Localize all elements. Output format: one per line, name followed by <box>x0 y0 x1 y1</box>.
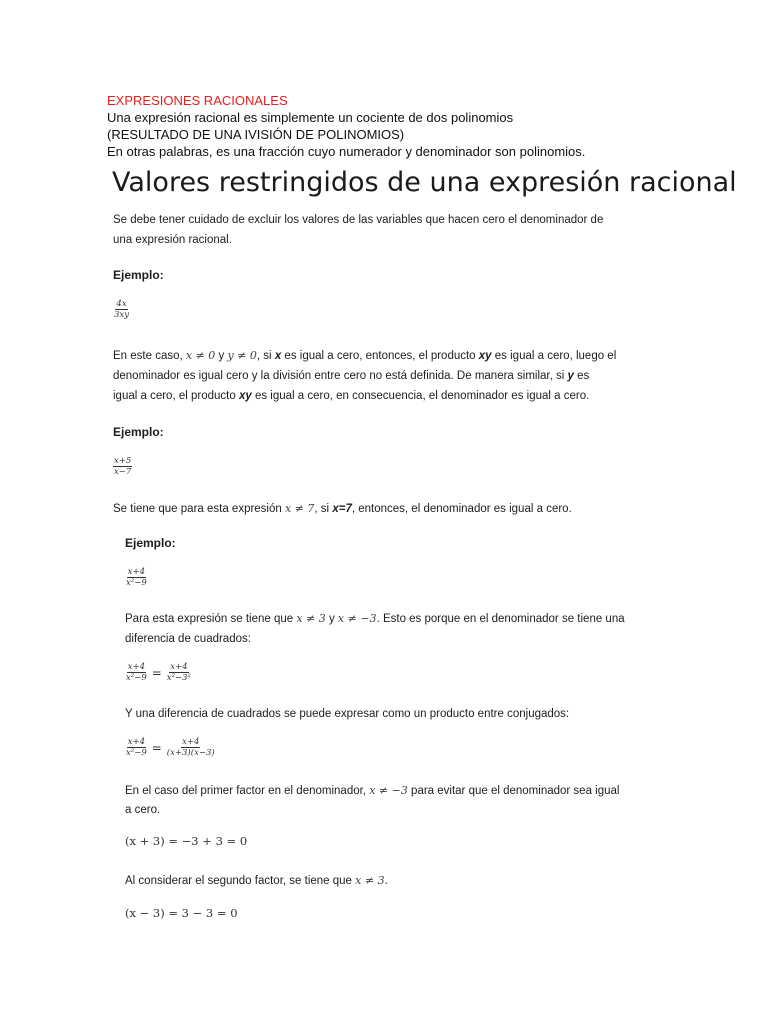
example-3-line-5: a cero. <box>125 804 161 816</box>
equals-sign: = <box>151 665 162 680</box>
equation-2 <box>125 737 216 758</box>
text: es igual a cero, entonces, el producto <box>284 350 476 362</box>
text: para evitar que el denominador sea igual <box>411 785 620 797</box>
fraction-denominator: x²−9 <box>126 748 147 758</box>
example-1-line-2 <box>113 366 589 386</box>
text: , entonces, el denominador es igual a cero. <box>351 503 572 515</box>
example-1-label: Ejemplo: <box>113 268 164 282</box>
bold-var: y <box>567 370 574 382</box>
equals-sign: = <box>151 740 162 755</box>
fraction-denominator: x²−9 <box>126 673 147 683</box>
fraction-denominator: x−7 <box>114 467 132 477</box>
text: , si <box>256 350 272 362</box>
example-3-fraction <box>125 567 148 588</box>
equation-3: (x + 3) = −3 + 3 = 0 <box>125 834 248 848</box>
example-2-line <box>113 499 572 519</box>
text: Al considerar el segundo factor, se tiene que <box>125 875 352 887</box>
section-title: Valores restringidos de una expresión racional <box>112 167 737 198</box>
example-3-line-1 <box>125 609 625 629</box>
section-paragraph-line-1: Se debe tener cuidado de excluir los valores de las variables que hacen cero el denominador de <box>113 214 604 226</box>
text: . Esto es porque en el denominador se tiene una <box>376 613 625 625</box>
text: Se tiene que para esta expresión <box>113 503 282 515</box>
bold-var: x <box>274 350 282 362</box>
math-inline: x ≠ −3 <box>369 784 408 797</box>
text: En el caso del primer factor en el denominador, <box>125 785 366 797</box>
text: es igual a cero, luego el <box>494 350 617 362</box>
example-3-line-2: diferencia de cuadrados: <box>125 633 251 645</box>
fraction-numerator: x+4 <box>182 736 200 747</box>
text: y <box>328 613 335 625</box>
intro-line-1: Una expresión racional es simplemente un cociente de dos polinomios <box>107 110 514 125</box>
text: . <box>384 875 388 887</box>
equation-1 <box>125 662 192 683</box>
text: es <box>577 370 590 382</box>
example-2-fraction <box>113 456 132 477</box>
fraction-denominator: (x+3)(x−3) <box>166 748 215 758</box>
example-1-line-1 <box>113 346 616 366</box>
fraction-numerator: x+5 <box>114 455 132 466</box>
example-2-label: Ejemplo: <box>113 425 164 439</box>
math-inline: x ≠ 0 <box>185 349 216 362</box>
fraction-denominator: 3xy <box>114 310 130 320</box>
math-inline: y ≠ 0 <box>227 349 257 362</box>
bold-var: xy <box>238 390 252 402</box>
fraction-numerator: x+4 <box>170 661 188 672</box>
fraction-numerator: x+4 <box>127 566 146 577</box>
fraction-denominator: x²−9 <box>126 578 147 588</box>
text: igual a cero, el producto <box>113 390 236 402</box>
example-1-fraction <box>113 299 130 320</box>
text: Para esta expresión se tiene que <box>125 613 294 625</box>
intro-line-2: (RESULTADO DE UNA IVISIÓN DE POLINOMIOS) <box>107 127 405 142</box>
example-3-line-4 <box>125 781 619 801</box>
example-3-label: Ejemplo: <box>125 536 176 550</box>
math-inline: x ≠ 3 <box>355 874 385 887</box>
text: En este caso, <box>113 350 183 362</box>
text: denominador es igual cero y la división entre cero no está definida. De manera similar, si <box>113 370 565 382</box>
example-3-line-6 <box>125 871 388 891</box>
intro-heading: EXPRESIONES RACIONALES <box>107 93 288 108</box>
intro-line-3: En otras palabras, es una fracción cuyo numerador y denominador son polinomios. <box>107 144 586 159</box>
text: es igual a cero, en consecuencia, el denominador es igual a cero. <box>254 390 590 402</box>
example-3-line-3: Y una diferencia de cuadrados se puede expresar como un producto entre conjugados: <box>125 708 570 720</box>
math-inline: x ≠ 7 <box>285 502 315 515</box>
math-inline: x ≠ −3 <box>337 612 377 625</box>
section-paragraph-line-2: una expresión racional. <box>113 234 232 246</box>
fraction-numerator: 4x <box>116 298 127 309</box>
bold-var: xy <box>478 350 492 362</box>
fraction-numerator: x+4 <box>127 661 146 672</box>
equation-4: (x − 3) = 3 − 3 = 0 <box>125 906 238 920</box>
fraction-denominator: x²−3² <box>166 673 191 683</box>
math-inline: x ≠ 3 <box>296 612 326 625</box>
text: y <box>218 350 225 362</box>
fraction-numerator: x+4 <box>127 736 146 747</box>
bold-var: x=7 <box>332 503 352 515</box>
example-1-line-3 <box>113 386 589 406</box>
text: , si <box>314 503 330 515</box>
